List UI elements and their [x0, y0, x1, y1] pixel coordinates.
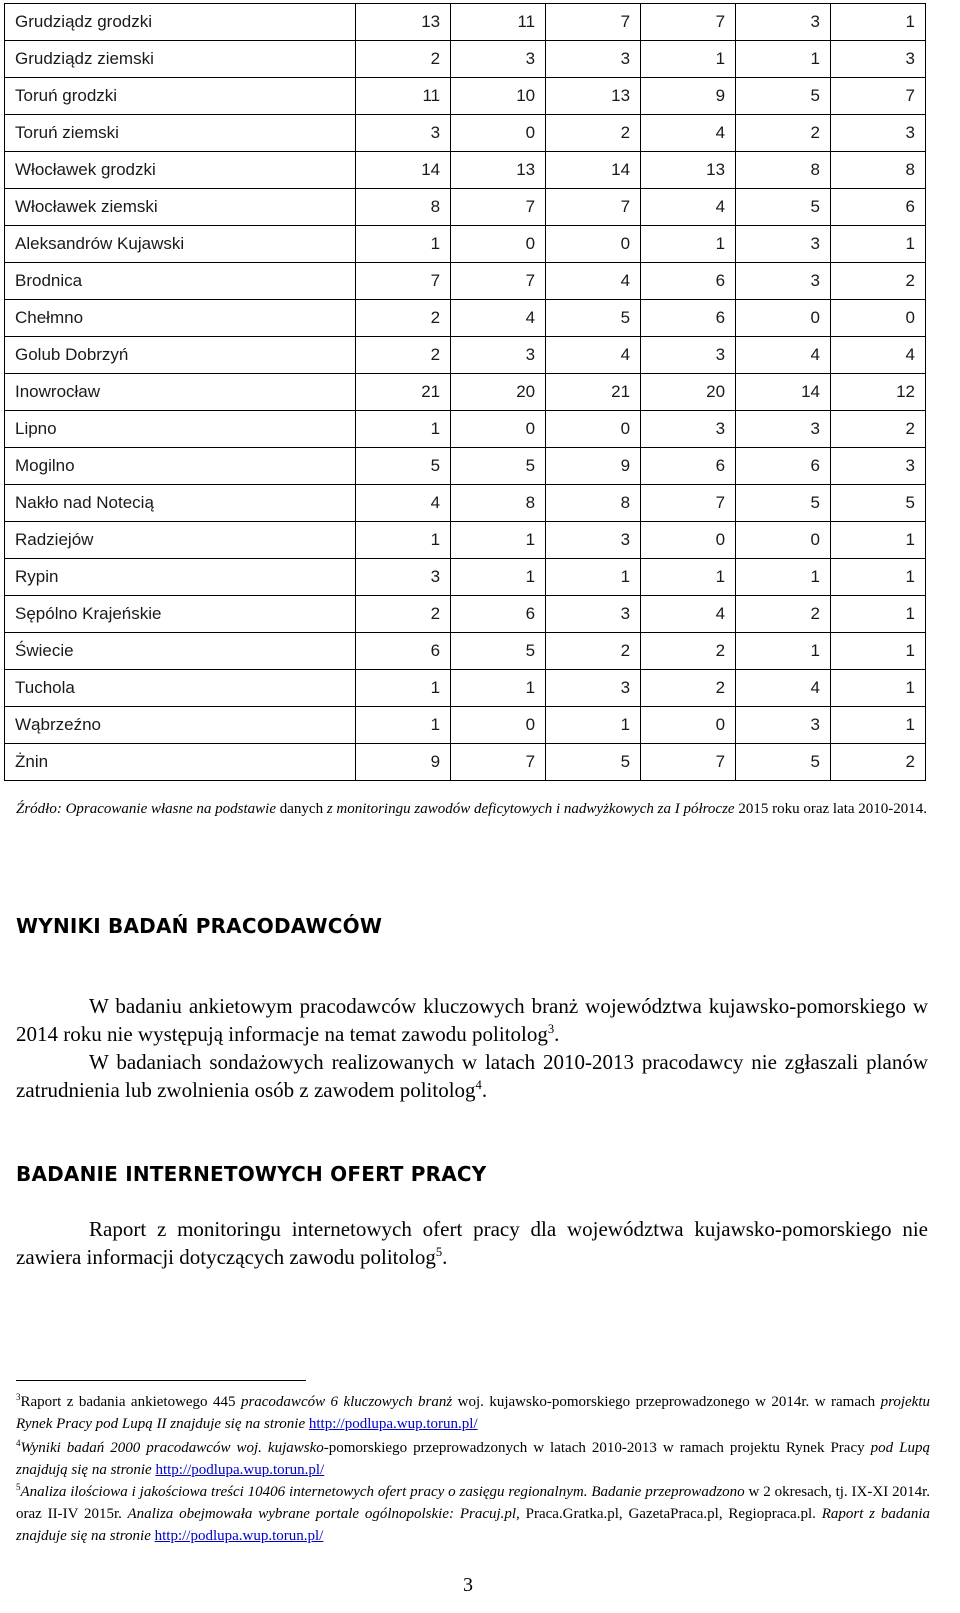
- value-cell: 2: [546, 115, 641, 152]
- county-name-cell: Tuchola: [5, 670, 356, 707]
- value-cell: 9: [546, 448, 641, 485]
- footnote-text: Raport z badania ankietowego 445: [20, 1394, 241, 1410]
- county-name-cell: Grudziądz ziemski: [5, 41, 356, 78]
- value-cell: 6: [356, 633, 451, 670]
- source-text-d: 2015 roku oraz lata 2010-2014.: [734, 801, 928, 817]
- value-cell: 7: [546, 4, 641, 41]
- value-cell: 2: [641, 633, 736, 670]
- value-cell: 14: [546, 152, 641, 189]
- county-name-cell: Włocławek ziemski: [5, 189, 356, 226]
- value-cell: 4: [451, 300, 546, 337]
- value-cell: 0: [641, 522, 736, 559]
- county-name-cell: Mogilno: [5, 448, 356, 485]
- source-label: Źródło: Opracowanie własne na podstawie: [16, 801, 277, 817]
- value-cell: 11: [451, 4, 546, 41]
- value-cell: 8: [546, 485, 641, 522]
- value-cell: 7: [546, 189, 641, 226]
- table-source-note: [16, 798, 928, 820]
- value-cell: 3: [641, 337, 736, 374]
- value-cell: 1: [356, 522, 451, 559]
- county-name-cell: Nakło nad Notecią: [5, 485, 356, 522]
- table-row: [5, 78, 926, 115]
- value-cell: 3: [356, 115, 451, 152]
- value-cell: 1: [831, 559, 926, 596]
- value-cell: 4: [736, 337, 831, 374]
- value-cell: 8: [736, 152, 831, 189]
- footnote-text-italic: projektu Rynek Pracy pod Lupą II znajduje się na stronie: [16, 1394, 931, 1432]
- county-name-cell: Radziejów: [5, 522, 356, 559]
- table-row: [5, 670, 926, 707]
- table-row: [5, 337, 926, 374]
- value-cell: 5: [736, 189, 831, 226]
- footnote-text-italic: Wyniki badań 2000 pracodawców woj. kujawsko: [20, 1440, 324, 1456]
- county-name-cell: Toruń grodzki: [5, 78, 356, 115]
- paragraph-end: .: [442, 1245, 448, 1269]
- county-name-cell: Lipno: [5, 411, 356, 448]
- data-table: [4, 3, 926, 781]
- county-name-cell: Golub Dobrzyń: [5, 337, 356, 374]
- value-cell: 12: [831, 374, 926, 411]
- value-cell: 1: [451, 670, 546, 707]
- table-row: [5, 4, 926, 41]
- value-cell: 1: [641, 41, 736, 78]
- value-cell: 9: [356, 744, 451, 781]
- value-cell: 8: [831, 152, 926, 189]
- value-cell: 3: [831, 115, 926, 152]
- value-cell: 1: [831, 633, 926, 670]
- value-cell: 1: [356, 411, 451, 448]
- value-cell: 20: [641, 374, 736, 411]
- table-row: [5, 596, 926, 633]
- value-cell: 5: [451, 448, 546, 485]
- value-cell: 6: [831, 189, 926, 226]
- table-row: [5, 707, 926, 744]
- value-cell: 20: [451, 374, 546, 411]
- footnote-text: woj. kujawsko-pomorskiego przeprowadzonego w 2014r. w ramach: [452, 1394, 881, 1410]
- value-cell: 6: [641, 300, 736, 337]
- table-row: [5, 448, 926, 485]
- value-cell: 5: [451, 633, 546, 670]
- value-cell: 3: [736, 707, 831, 744]
- source-text-c: za I półrocze: [657, 801, 735, 817]
- value-cell: 2: [546, 633, 641, 670]
- value-cell: 0: [546, 226, 641, 263]
- value-cell: 3: [451, 337, 546, 374]
- paragraph-text: Raport z monitoringu internetowych ofert pracy dla województwa kujawsko-pomorskiego nie zawiera informacji dotyczących zawodu politolog: [16, 1217, 928, 1269]
- value-cell: 0: [546, 411, 641, 448]
- value-cell: 1: [451, 559, 546, 596]
- source-text-a: danych: [276, 801, 327, 817]
- value-cell: 1: [831, 670, 926, 707]
- value-cell: 9: [641, 78, 736, 115]
- value-cell: 1: [641, 226, 736, 263]
- value-cell: 6: [641, 263, 736, 300]
- table-row: [5, 115, 926, 152]
- value-cell: 7: [641, 485, 736, 522]
- value-cell: 2: [736, 115, 831, 152]
- value-cell: 13: [356, 4, 451, 41]
- footnote-4: [16, 1437, 930, 1481]
- county-name-cell: Aleksandrów Kujawski: [5, 226, 356, 263]
- value-cell: 2: [831, 744, 926, 781]
- value-cell: 4: [736, 670, 831, 707]
- paragraph-text: W badaniach sondażowych realizowanych w latach 2010-2013 pracodawcy nie zgłaszali planów zatrudnienia lub zwolnienia osób z zawodem politolog: [16, 1050, 928, 1102]
- value-cell: 0: [736, 300, 831, 337]
- table-row: [5, 41, 926, 78]
- value-cell: 3: [451, 41, 546, 78]
- value-cell: 2: [356, 300, 451, 337]
- value-cell: 21: [356, 374, 451, 411]
- county-name-cell: Włocławek grodzki: [5, 152, 356, 189]
- value-cell: 1: [356, 226, 451, 263]
- section-heading-employers: WYNIKI BADAŃ PRACODAWCÓW: [16, 914, 383, 938]
- footnote-link[interactable]: http://podlupa.wup.torun.pl/: [154, 1528, 324, 1544]
- county-name-cell: Chełmno: [5, 300, 356, 337]
- value-cell: 11: [356, 78, 451, 115]
- value-cell: 1: [831, 226, 926, 263]
- value-cell: 7: [451, 189, 546, 226]
- value-cell: 13: [546, 78, 641, 115]
- value-cell: 3: [736, 226, 831, 263]
- table-row: [5, 374, 926, 411]
- value-cell: 0: [451, 226, 546, 263]
- value-cell: 3: [356, 559, 451, 596]
- table-row: [5, 226, 926, 263]
- value-cell: 13: [451, 152, 546, 189]
- county-name-cell: Grudziądz grodzki: [5, 4, 356, 41]
- footnote-number: 4: [16, 1438, 21, 1448]
- value-cell: 8: [451, 485, 546, 522]
- value-cell: 3: [546, 522, 641, 559]
- footnote-link[interactable]: http://podlupa.wup.torun.pl/: [155, 1462, 325, 1478]
- value-cell: 3: [736, 411, 831, 448]
- footnote-separator: [16, 1380, 306, 1381]
- table-row: [5, 263, 926, 300]
- footnote-text: -pomorskiego przeprowadzonych w latach 2010-2013 w ramach projektu Rynek Pracy: [323, 1440, 871, 1456]
- value-cell: 3: [831, 41, 926, 78]
- value-cell: 2: [831, 411, 926, 448]
- table-row: [5, 189, 926, 226]
- value-cell: 1: [641, 559, 736, 596]
- table-row: [5, 559, 926, 596]
- value-cell: 3: [546, 41, 641, 78]
- table-row: [5, 411, 926, 448]
- value-cell: 7: [831, 78, 926, 115]
- table-row: [5, 485, 926, 522]
- footnote-link[interactable]: http://podlupa.wup.torun.pl/: [308, 1416, 478, 1432]
- paragraph-text: W badaniu ankietowym pracodawców kluczowych branż województwa kujawsko-pomorskiego w 2014 roku nie występują informacje na temat zawodu politolog: [16, 994, 928, 1046]
- county-name-cell: Sępólno Krajeńskie: [5, 596, 356, 633]
- value-cell: 6: [641, 448, 736, 485]
- value-cell: 2: [736, 596, 831, 633]
- value-cell: 21: [546, 374, 641, 411]
- value-cell: 3: [736, 4, 831, 41]
- footnote-ref-4[interactable]: 4: [475, 1078, 482, 1092]
- value-cell: 4: [641, 596, 736, 633]
- footnote-number: 5: [16, 1482, 21, 1492]
- paragraph-end: .: [481, 1078, 488, 1102]
- value-cell: 3: [546, 596, 641, 633]
- value-cell: 5: [546, 744, 641, 781]
- value-cell: 1: [736, 559, 831, 596]
- footnote-text-italic: Raport z badania znajduje się na stronie: [16, 1506, 930, 1544]
- value-cell: 0: [451, 115, 546, 152]
- value-cell: 2: [831, 263, 926, 300]
- footnote-text-italic: Analiza obejmowała wybrane portale ogólnopolskie: Pracuj.pl,: [121, 1506, 520, 1522]
- value-cell: 1: [356, 707, 451, 744]
- value-cell: 1: [546, 707, 641, 744]
- county-name-cell: Brodnica: [5, 263, 356, 300]
- footnote-text: w 2 okresach, tj. IX-XI 2014r. oraz II-IV 2015r.: [16, 1484, 930, 1522]
- county-name-cell: Inowrocław: [5, 374, 356, 411]
- footnote-ref-5[interactable]: 5: [435, 1245, 443, 1259]
- value-cell: 1: [831, 4, 926, 41]
- value-cell: 4: [546, 337, 641, 374]
- value-cell: 2: [356, 41, 451, 78]
- table-row: [5, 744, 926, 781]
- value-cell: 7: [641, 744, 736, 781]
- value-cell: 5: [736, 78, 831, 115]
- county-name-cell: Toruń ziemski: [5, 115, 356, 152]
- value-cell: 0: [641, 707, 736, 744]
- value-cell: 5: [356, 448, 451, 485]
- value-cell: 3: [641, 411, 736, 448]
- value-cell: 10: [451, 78, 546, 115]
- footnote-text-italic: Analiza ilościowa i jakościowa treści 10406 internetowych ofert pracy o zasięgu regionalnym. Badanie przeprowadzono: [20, 1484, 745, 1500]
- value-cell: 2: [356, 596, 451, 633]
- table-row: [5, 152, 926, 189]
- footnote-3: [16, 1391, 930, 1435]
- value-cell: 5: [831, 485, 926, 522]
- value-cell: 1: [831, 522, 926, 559]
- value-cell: 0: [451, 707, 546, 744]
- value-cell: 1: [831, 596, 926, 633]
- value-cell: 0: [736, 522, 831, 559]
- value-cell: 0: [831, 300, 926, 337]
- table-row: [5, 300, 926, 337]
- footnote-text: Praca.Gratka.pl, GazetaPraca.pl, Regiopraca.pl.: [519, 1506, 816, 1522]
- value-cell: 1: [736, 633, 831, 670]
- source-text-b: z monitoringu zawodów deficytowych i nadwyżkowych: [326, 801, 658, 817]
- value-cell: 13: [641, 152, 736, 189]
- footnote-ref-3[interactable]: 3: [547, 1022, 555, 1036]
- value-cell: 6: [451, 596, 546, 633]
- value-cell: 4: [831, 337, 926, 374]
- footnote-5: [16, 1481, 930, 1547]
- value-cell: 4: [546, 263, 641, 300]
- table-row: [5, 633, 926, 670]
- value-cell: 1: [736, 41, 831, 78]
- value-cell: 7: [641, 4, 736, 41]
- page-number: 3: [463, 1574, 473, 1596]
- value-cell: 0: [451, 411, 546, 448]
- value-cell: 4: [356, 485, 451, 522]
- county-name-cell: Rypin: [5, 559, 356, 596]
- footnote-text-italic: pracodawców 6 kluczowych branż: [240, 1394, 453, 1410]
- value-cell: 3: [831, 448, 926, 485]
- value-cell: 3: [546, 670, 641, 707]
- value-cell: 14: [356, 152, 451, 189]
- value-cell: 2: [356, 337, 451, 374]
- paragraph-employers-1: [16, 992, 928, 1048]
- value-cell: 5: [546, 300, 641, 337]
- value-cell: 5: [736, 485, 831, 522]
- value-cell: 4: [641, 189, 736, 226]
- table-row: [5, 522, 926, 559]
- value-cell: 3: [736, 263, 831, 300]
- county-name-cell: Świecie: [5, 633, 356, 670]
- value-cell: 1: [546, 559, 641, 596]
- value-cell: 14: [736, 374, 831, 411]
- county-name-cell: Wąbrzeźno: [5, 707, 356, 744]
- paragraph-online-offers: [16, 1215, 928, 1271]
- value-cell: 7: [451, 263, 546, 300]
- value-cell: 7: [451, 744, 546, 781]
- value-cell: 1: [831, 707, 926, 744]
- footnote-text-italic: pod Lupą znajdują się na stronie: [16, 1440, 930, 1478]
- footnote-number: 3: [16, 1392, 21, 1402]
- value-cell: 7: [356, 263, 451, 300]
- value-cell: 6: [736, 448, 831, 485]
- paragraph-employers-2: [16, 1048, 928, 1104]
- county-name-cell: Żnin: [5, 744, 356, 781]
- value-cell: 5: [736, 744, 831, 781]
- value-cell: 1: [356, 670, 451, 707]
- value-cell: 2: [641, 670, 736, 707]
- table-body: [5, 4, 926, 781]
- value-cell: 8: [356, 189, 451, 226]
- paragraph-end: .: [554, 1022, 560, 1046]
- section-heading-online-offers: BADANIE INTERNETOWYCH OFERT PRACY: [16, 1162, 487, 1186]
- value-cell: 1: [451, 522, 546, 559]
- value-cell: 4: [641, 115, 736, 152]
